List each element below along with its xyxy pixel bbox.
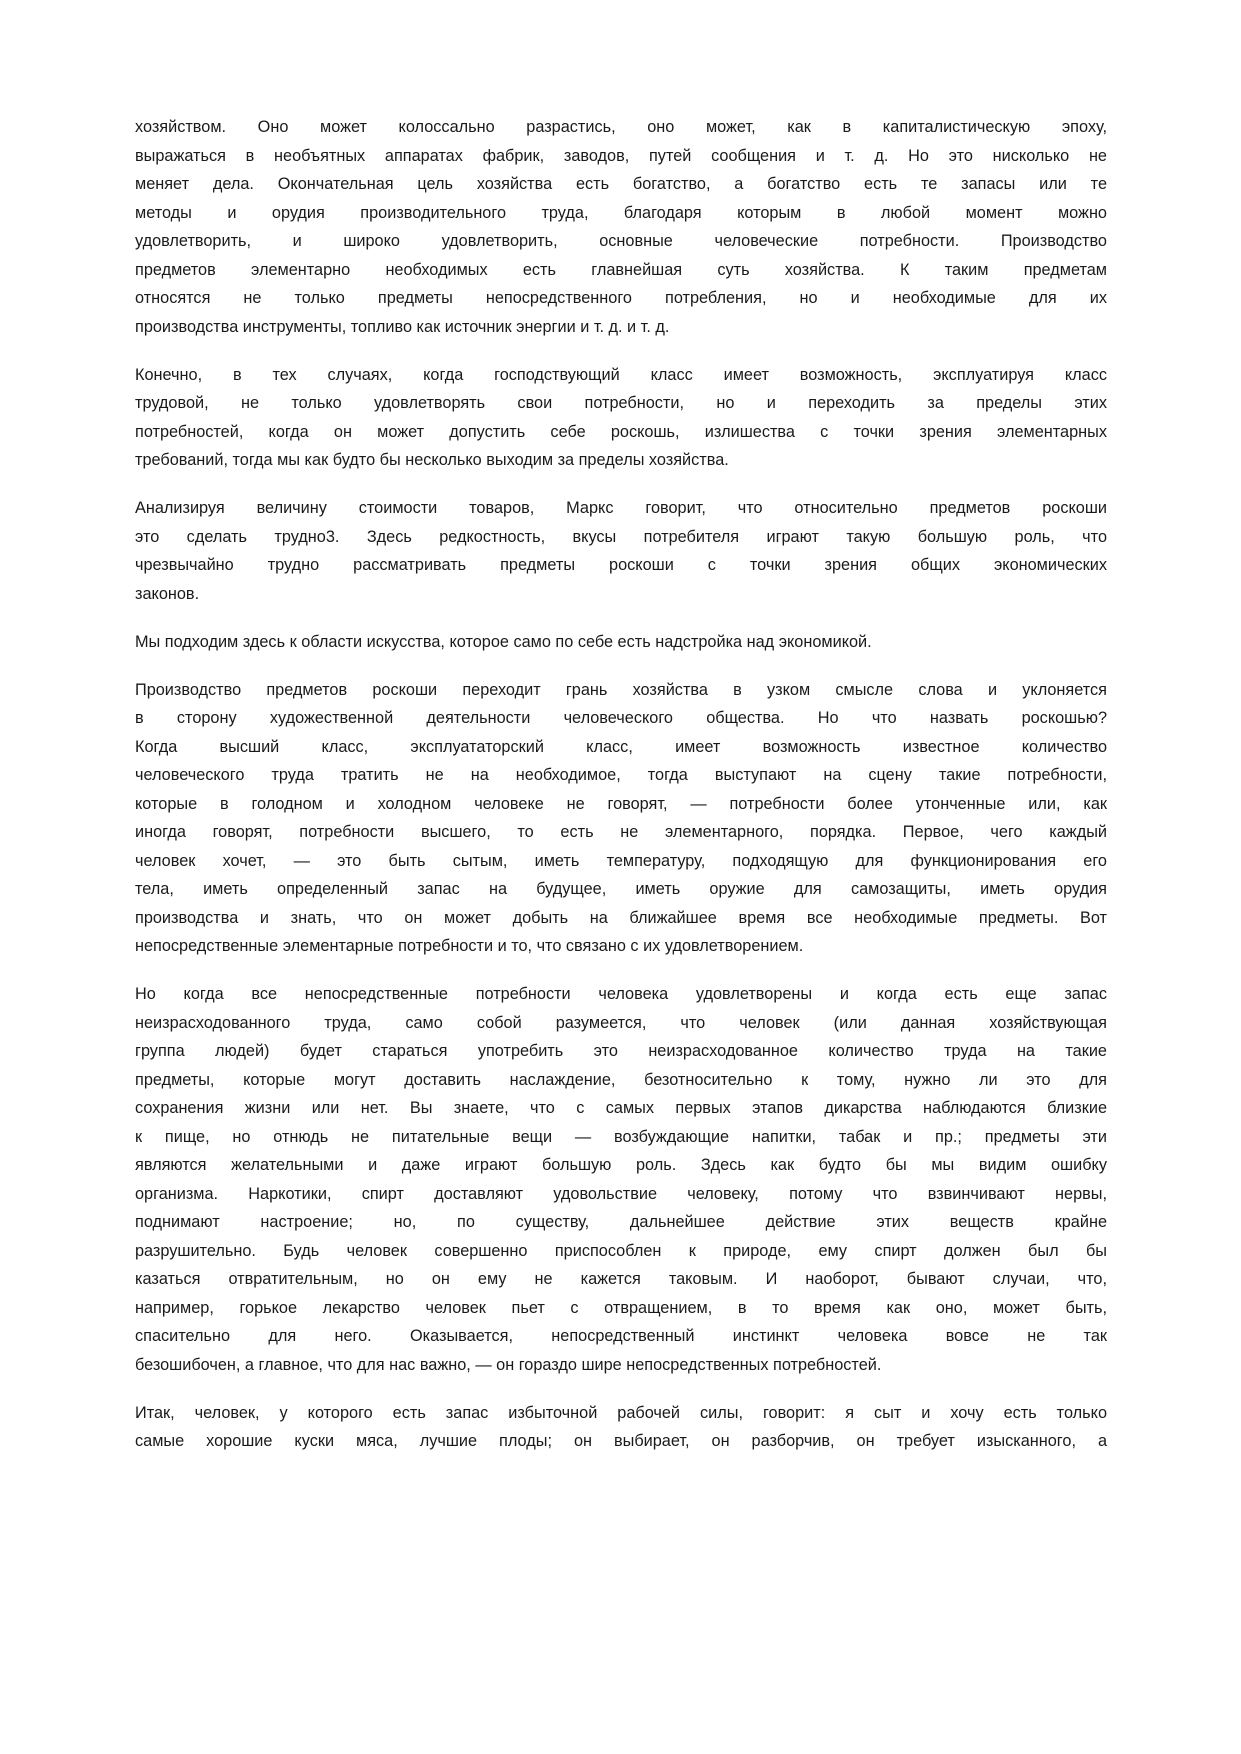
text-line: законов.: [135, 584, 200, 603]
text-line: потребностей, когда он может допустить себе роскошь, излишества с точки зрения элементарных: [135, 422, 1107, 441]
document-page: [135, 113, 1107, 1475]
text-line: являются желательными и даже играют большую роль. Здесь как будто бы мы видим ошибку: [135, 1156, 1107, 1174]
text-line: хозяйством. Оно может колоссально разрастись, оно может, как в капиталистическую эпоху,: [135, 118, 1107, 136]
paragraph: [135, 628, 1107, 657]
text-line: трудовой, не только удовлетворять свои потребности, но и переходить за пределы этих: [135, 394, 1107, 412]
text-line: предметов элементарно необходимых есть главнейшая суть хозяйства. К таким предметам: [135, 260, 1107, 279]
text-line: Производство предметов роскоши переходит грань хозяйства в узком смысле слова и уклоняется: [135, 680, 1107, 699]
text-line: неизрасходованного труда, само собой разумеется, что человек (или данная хозяйствующая: [135, 1013, 1107, 1032]
text-line: тела, иметь определенный запас на будущее, иметь оружие для самозащиты, иметь орудия: [135, 880, 1107, 898]
text-line: которые в голодном и холодном человеке не говорят, — потребности более утонченные или, как: [135, 794, 1107, 813]
text-line: Но когда все непосредственные потребности человека удовлетворены и когда есть еще запас: [135, 985, 1107, 1003]
text-line: Когда высший класс, эксплуататорский класс, имеет возможность известное количество: [135, 737, 1107, 756]
text-line: относятся не только предметы непосредственного потребления, но и необходимые для их: [135, 289, 1107, 307]
paragraph: [135, 1399, 1107, 1456]
text-line: группа людей) будет стараться употребить это неизрасходованное количество труда на такие: [135, 1042, 1107, 1060]
paragraph: [135, 113, 1107, 341]
text-line: производства инструменты, топливо как источник энергии и т. д. и т. д.: [135, 317, 670, 336]
text-line: Итак, человек, у которого есть запас избыточной рабочей силы, говорит: я сыт и хочу есть только: [135, 1403, 1107, 1422]
text-line: Мы подходим здесь к области искусства, которое само по себе есть надстройка над экономикой.: [135, 632, 872, 651]
text-line: спасительно для него. Оказывается, непосредственный инстинкт человека вовсе не так: [135, 1327, 1107, 1345]
text-line: в сторону художественной деятельности человеческого общества. Но что назвать роскошью?: [135, 709, 1107, 727]
text-line: выражаться в необъятных аппаратах фабрик, заводов, путей сообщения и т. д. Но это нисколько не: [135, 146, 1107, 165]
text-line: безошибочен, а главное, что для нас важно, — он гораздо шире непосредственных потребностей.: [135, 1355, 882, 1374]
text-line: предметы, которые могут доставить наслаждение, безотносительно к тому, нужно ли это для: [135, 1070, 1107, 1089]
text-line: иногда говорят, потребности высшего, то есть не элементарного, порядка. Первое, чего каждый: [135, 823, 1107, 841]
text-line: сохранения жизни или нет. Вы знаете, что с самых первых этапов дикарства наблюдаются близкие: [135, 1099, 1107, 1117]
paragraph: [135, 494, 1107, 608]
paragraph: [135, 980, 1107, 1379]
text-line: Конечно, в тех случаях, когда господствующий класс имеет возможность, эксплуатируя класс: [135, 365, 1107, 384]
text-line: Анализируя величину стоимости товаров, Маркс говорит, что относительно предметов роскоши: [135, 499, 1107, 517]
text-line: человеческого труда тратить не на необходимое, тогда выступают на сцену такие потребности,: [135, 766, 1107, 784]
text-line: производства и знать, что он может добыть на ближайшее время все необходимые предметы. Вот: [135, 908, 1107, 927]
text-line: самые хорошие куски мяса, лучшие плоды; он выбирает, он разборчив, он требует изысканного, а: [135, 1432, 1107, 1450]
text-line: меняет дела. Окончательная цель хозяйства есть богатство, а богатство есть те запасы или те: [135, 175, 1107, 193]
text-line: разрушительно. Будь человек совершенно приспособлен к природе, ему спирт должен был бы: [135, 1241, 1107, 1260]
text-line: это сделать трудно3. Здесь редкостность, вкусы потребителя играют такую большую роль, что: [135, 527, 1107, 546]
text-line: требований, тогда мы как будто бы несколько выходим за пределы хозяйства.: [135, 451, 729, 469]
text-line: организма. Наркотики, спирт доставляют удовольствие человеку, потому что взвинчивают нервы,: [135, 1184, 1107, 1203]
text-line: поднимают настроение; но, по существу, дальнейшее действие этих веществ крайне: [135, 1213, 1107, 1231]
text-line: чрезвычайно трудно рассматривать предметы роскоши с точки зрения общих экономических: [135, 556, 1107, 574]
text-line: удовлетворить, и широко удовлетворить, основные человеческие потребности. Производство: [135, 232, 1107, 250]
text-line: методы и орудия производительного труда, благодаря которым в любой момент можно: [135, 203, 1107, 222]
text-line: например, горькое лекарство человек пьет с отвращением, в то время как оно, может быть,: [135, 1298, 1107, 1317]
paragraph: [135, 361, 1107, 475]
text-line: казаться отвратительным, но он ему не кажется таковым. И наоборот, бывают случаи, что,: [135, 1270, 1107, 1288]
paragraph: [135, 676, 1107, 961]
text-line: непосредственные элементарные потребности и то, что связано с их удовлетворением.: [135, 937, 804, 955]
text-line: человек хочет, — это быть сытым, иметь температуру, подходящую для функционирования его: [135, 851, 1107, 870]
text-line: к пище, но отнюдь не питательные вещи — возбуждающие напитки, табак и пр.; предметы эти: [135, 1127, 1107, 1146]
